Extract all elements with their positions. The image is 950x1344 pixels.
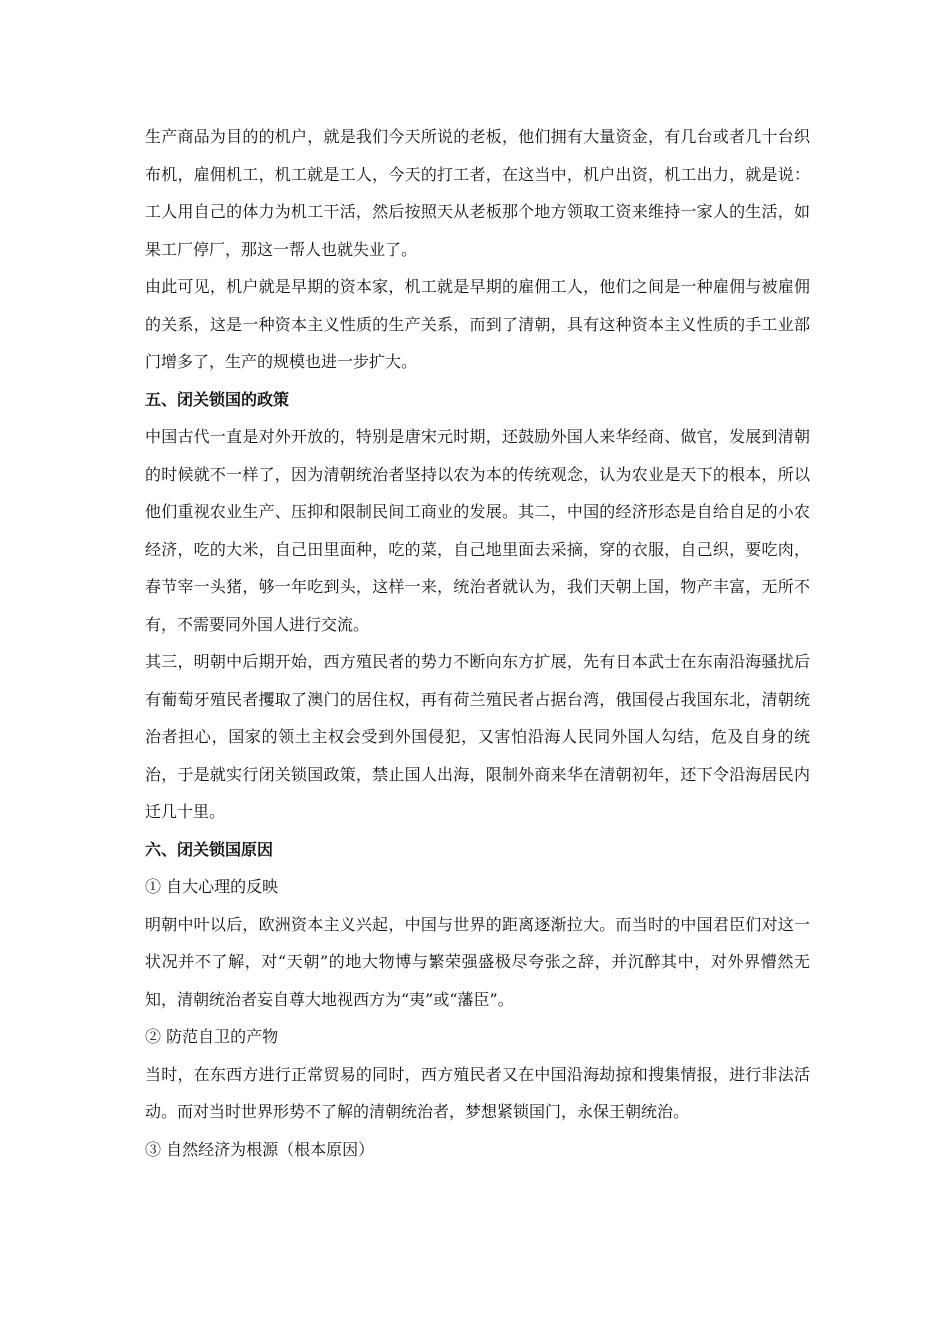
paragraph-reason-1: 明朝中叶以后，欧洲资本主义兴起，中国与世界的距离逐渐拉大。而当时的中国君臣们对这一状况并不了解，对“天朝”的地大物博与繁荣强盛极尽夸张之辞，并沉醉其中，对外界懵然无知，清朝统治者妄自尊大地视西方为“夷”或“藩臣”。 <box>145 914 810 1009</box>
paragraph-jihu: 生产商品为目的的机户，就是我们今天所说的老板，他们拥有大量资金，有几台或者几十台织布机，雇佣机工，机工就是工人，今天的打工者，在这当中，机户出资，机工出力，就是说：工人用自己的体力为机工干活，然后按照天从老板那个地方领取工资来维持一家人的生活，如果工厂停厂，那这一帮人也就失业了。 <box>145 127 810 259</box>
section-heading-6: 六、闭关锁国原因 <box>145 839 274 859</box>
paragraph-policy-3: 其三，明朝中后期开始，西方殖民者的势力不断向东方扩展，先有日本武士在东南沿海骚扰后有葡萄牙殖民者攫取了澳门的居住权，再有荷兰殖民者占据台湾，俄国侵占我国东北，清朝统治者担心，国家的领土主权会受到外国侵犯，又害怕沿海人民同外国人勾结，危及自身的统治，于是就实行闭关锁国政策，禁止国人出海，限制外商来华在清朝初年，还下令沿海居民内迁几十里。 <box>145 652 810 821</box>
paragraph-reason-2: 当时，在东西方进行正常贸易的同时，西方殖民者又在中国沿海劫掠和搜集情报，进行非法活动。而对当时世界形势不了解的清朝统治者，梦想紧锁国门，永保王朝统治。 <box>145 1064 810 1121</box>
section-heading-5: 五、闭关锁国的政策 <box>145 389 290 409</box>
subheading-2: ② 防范自卫的产物 <box>145 1027 279 1046</box>
paragraph-conclusion: 由此可见，机户就是早期的资本家，机工就是早期的雇佣工人，他们之间是一种雇佣与被雇佣的关系，这是一种资本主义性质的生产关系，而到了清朝，具有这种资本主义性质的手工业部门增多了，生产的规模也进一步扩大。 <box>145 277 810 371</box>
subheading-3: ③ 自然经济为根源（根本原因） <box>145 1139 375 1159</box>
subheading-1: ① 自大心理的反映 <box>145 877 279 896</box>
paragraph-policy-1: 中国古代一直是对外开放的，特别是唐宋元时期，还鼓励外国人来华经商、做官，发展到清朝的时候就不一样了，因为清朝统治者坚持以农为本的传统观念，认为农业是天下的根本，所以他们重视农业生产、压抑和限制民间工商业的发展。其二，中国的经济形态是自给自足的小农经济，吃的大米，自己田里面种，吃的菜，自己地里面去采摘，穿的衣服，自己织，要吃肉，春节宰一头猪，够一年吃到头，这样一来，统治者就认为，我们天朝上国，物产丰富，无所不有，不需要同外国人进行交流。 <box>145 427 810 634</box>
